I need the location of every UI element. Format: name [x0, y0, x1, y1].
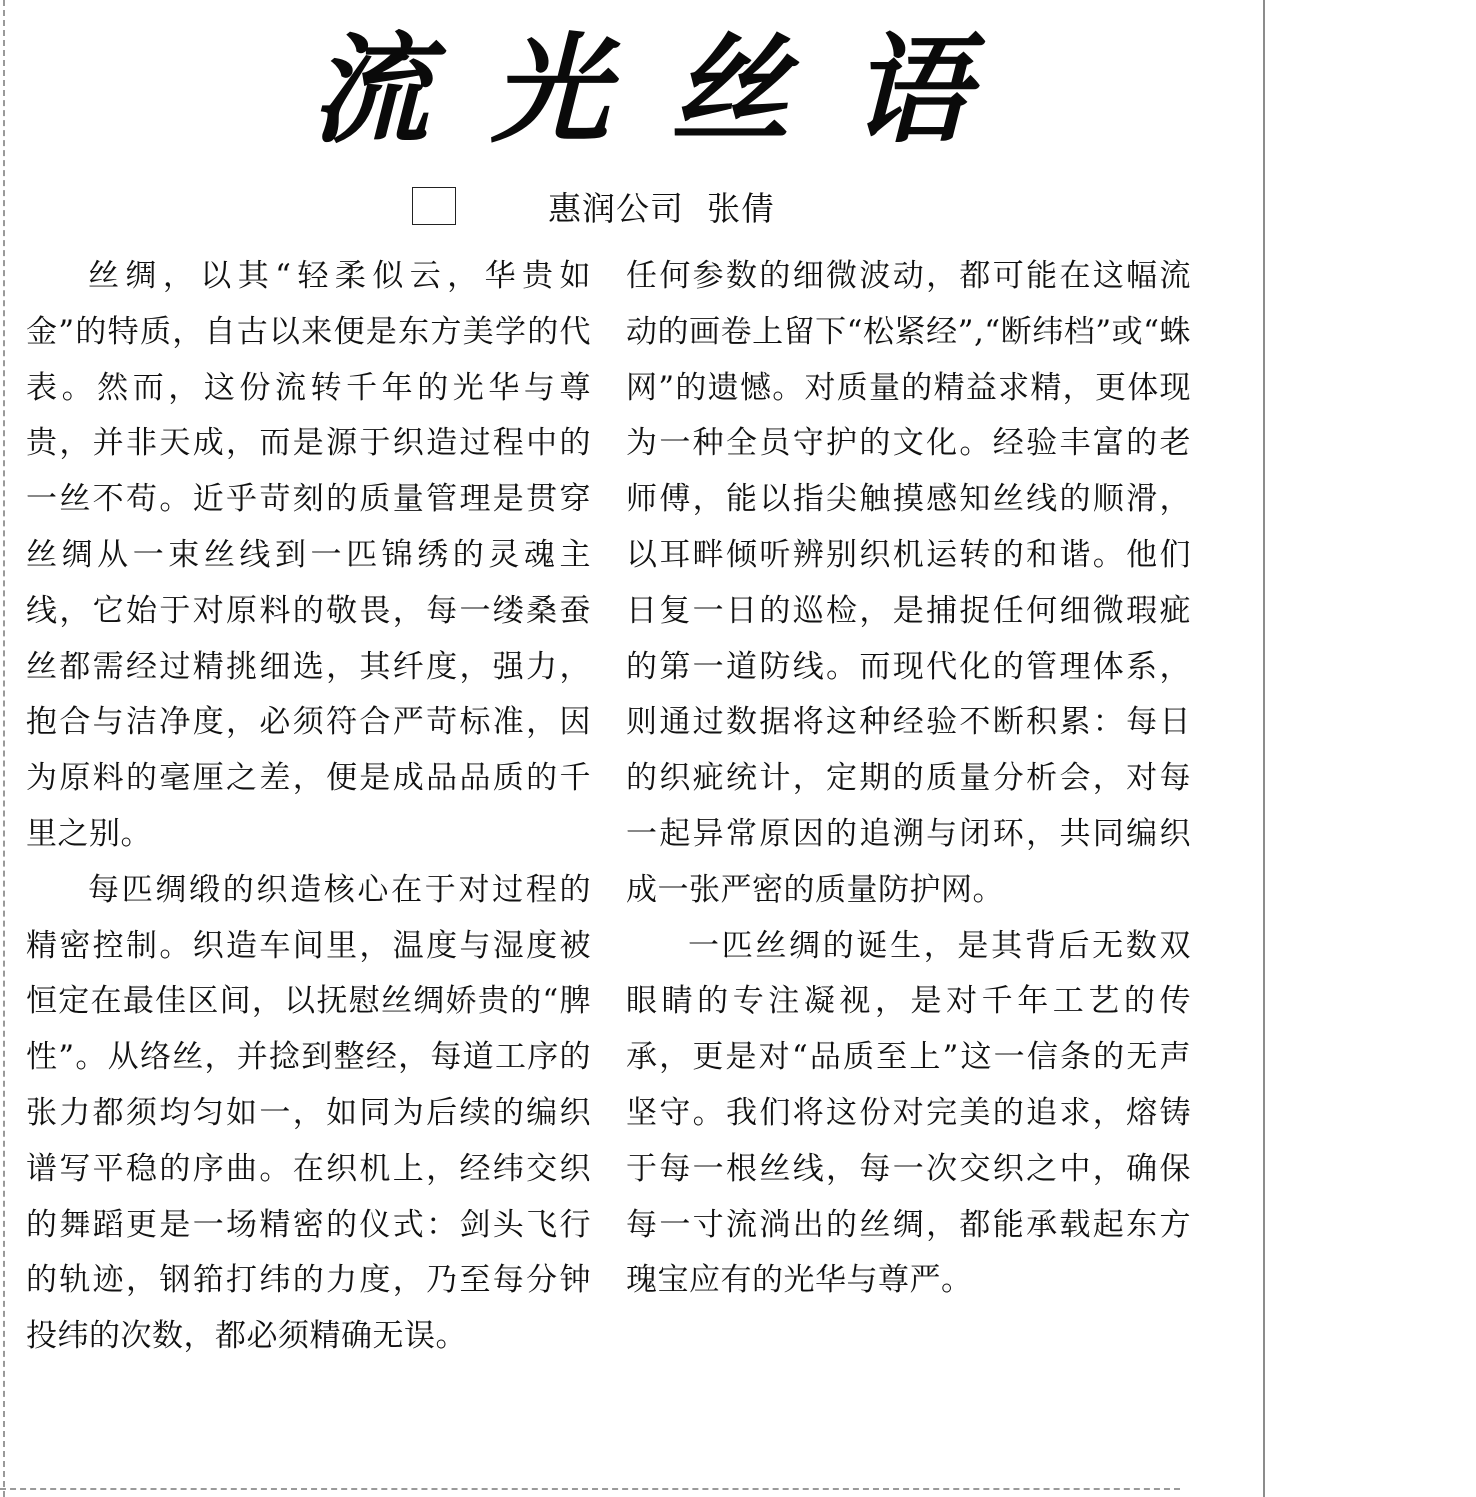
author-credit: 惠润公司 张倩	[548, 188, 775, 228]
paragraph-1: 丝绸，以其“轻柔似云，华贵如金”的特质，自古以来便是东方美学的代表。然而，这份流转千年的光华与尊贵，并非天成，而是源于织造过程中的一丝不苟。近乎苛刻的质量管理是贯穿丝绸从一束丝线到一匹锦绣的灵魂主线，它始于对原料的敬畏，每一缕桑蚕丝都需经过精挑细选，其纤度，强力，抱合与洁净度，必须符合严苛标准，因为原料的毫厘之差，便是成品品质的千里之别。	[26, 258, 591, 852]
paragraph-3: 一匹丝绸的诞生，是其背后无数双眼睛的专注凝视，是对千年工艺的传承，更是对“品质至上”这一信条的无声坚守。我们将这份对完美的追求，熔铸于每一根丝线，每一次交织之中，确保每一寸流淌出的丝绸，都能承载起东方瑰宝应有的光华与尊严。	[626, 927, 1191, 1299]
right-margin-line	[1263, 0, 1265, 1497]
left-dashed-margin-line	[3, 0, 5, 1497]
title-char-4: 语	[850, 20, 969, 159]
title-char-1: 流	[310, 20, 429, 159]
paragraph-2-continued: 任何参数的细微波动，都可能在这幅流动的画卷上留下“松紧经”,“断纬档”或“蛛网”的遗憾。对质量的精益求精，更体现为一种全员守护的文化。经验丰富的老师傅，能以指尖触摸感知丝线的顺滑，以耳畔倾听辨别织机运转的和谐。他们日复一日的巡检，是捕捉任何细微瑕疵的第一道防线。而现代化的管理体系，则通过数据将这种经验不断积累：每日的织疵统计，定期的质量分析会，对每一起异常原因的追溯与闭环，共同编织成一张严密的质量防护网。	[626, 258, 1191, 908]
left-text-column	[26, 249, 591, 1365]
title-char-3: 丝	[670, 20, 789, 159]
title-char-2: 光	[490, 20, 609, 159]
article-title	[290, 20, 990, 160]
paragraph-2: 每匹绸缎的织造核心在于对过程的精密控制。织造车间里，温度与湿度被恒定在最佳区间，以抚慰丝绸娇贵的“脾性”。从络丝，并捻到整经，每道工序的张力都须均匀如一，如同为后续的编织谱写平稳的序曲。在织机上，经纬交织的舞蹈更是一场精密的仪式：剑头飞行的轨迹，钢筘打纬的力度，乃至每分钟投纬的次数，都必须精确无误。	[26, 871, 591, 1355]
byline	[412, 183, 775, 229]
author-photo-placeholder	[412, 187, 456, 225]
right-text-column	[626, 249, 1191, 1309]
bottom-dashed-margin-line	[0, 1488, 1180, 1490]
